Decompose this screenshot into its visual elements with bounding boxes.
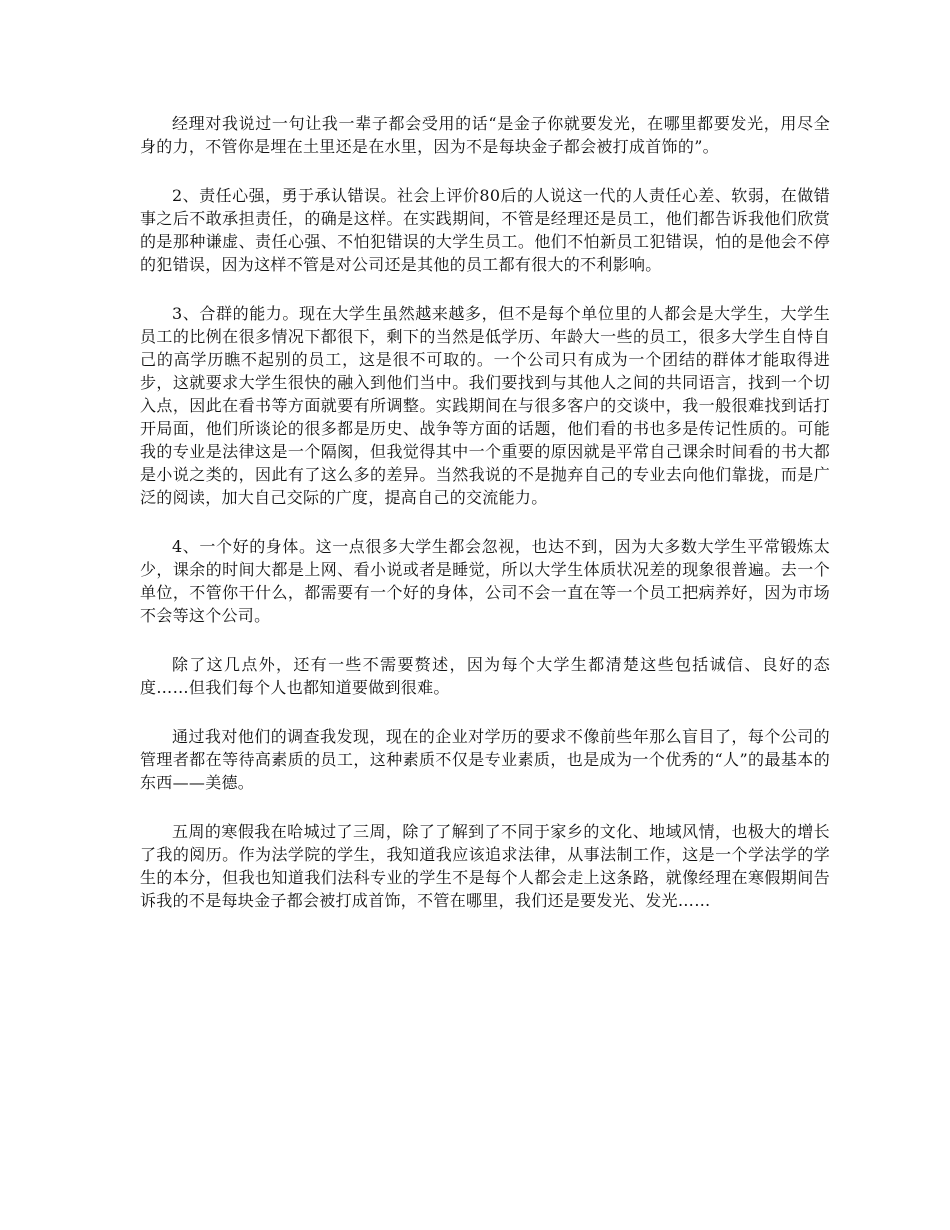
- document-body: [140, 112, 830, 938]
- paragraph-health: 4、一个好的身体。这一点很多大学生都会忽视，也达不到，因为大多数大学生平常锻炼太少，课余的时间大都是上网、看小说或者是睡觉，所以大学生体质状况差的现象很普遍。去一个单位，不管你干什么，都需要有一个好的身体，公司不会一直在等一个员工把病养好，因为市场不会等这个公司。: [140, 537, 830, 625]
- paragraph-responsibility: 2、责任心强，勇于承认错误。社会上评价80后的人说这一代的人责任心差、软弱，在做错事之后不敢承担责任，的确是这样。在实践期间，不管是经理还是员工，他们都告诉我他们欣赏的是那种谦虚、责任心强、不怕犯错误的大学生员工。他们不怕新员工犯错误，怕的是他会不停的犯错误，因为这样不管是对公司还是其他的员工都有很大的不利影响。: [140, 186, 830, 274]
- paragraph-advice: 经理对我说过一句让我一辈子都会受用的话“是金子你就要发光，在哪里都要发光，用尽全身的力，不管你是埋在土里还是在水里，因为不是每块金子都会被打成首饰的”。: [140, 114, 830, 156]
- paragraph-teamwork: 3、合群的能力。现在大学生虽然越来越多，但不是每个单位里的人都会是大学生，大学生员工的比例在很多情况下都很下，剩下的当然是低学历、年龄大一些的员工，很多大学生自恃自己的高学历瞧不起别的员工，这是很不可取的。一个公司只有成为一个团结的群体才能取得进步，这就要求大学生很快的融入到他们当中。我们要找到与其他人之间的共同语言，找到一个切入点，因此在看书等方面就要有所调整。实践期间在与很多客户的交谈中，我一般很难找到话打开局面，他们所谈论的很多都是历史、战争等方面的话题，他们看的书也多是传记性质的。可能我的专业是法律这是一个隔阂，但我觉得其中一个重要的原因就是平常自己课余时间看的书大都是小说之类的，因此有了这么多的差异。当然我说的不是抛弃自己的专业去向他们靠拢，而是广泛的阅读，加大自己交际的广度，提高自己的交流能力。: [140, 304, 830, 507]
- paragraph-conclusion: 五周的寒假我在哈城过了三周，除了了解到了不同于家乡的文化、地域风情，也极大的增长了我的阅历。作为法学院的学生，我知道我应该追求法律，从事法制工作，这是一个学法学的学生的本分，但我也知道我们法科专业的学生不是每个人都会走上这条路，就像经理在寒假期间告诉我的不是每块金子都会被打成首饰，不管在哪里，我们还是要发光、发光……: [140, 822, 830, 910]
- paragraph-survey: 通过我对他们的调查我发现，现在的企业对学历的要求不像前些年那么盲目了，每个公司的管理者都在等待高素质的员工，这种素质不仅是专业素质，也是成为一个优秀的“人”的最基本的东西——美德。: [140, 727, 830, 792]
- paragraph-other-points: 除了这几点外，还有一些不需要赘述，因为每个大学生都清楚这些包括诚信、良好的态度……但我们每个人也都知道要做到很难。: [140, 655, 830, 697]
